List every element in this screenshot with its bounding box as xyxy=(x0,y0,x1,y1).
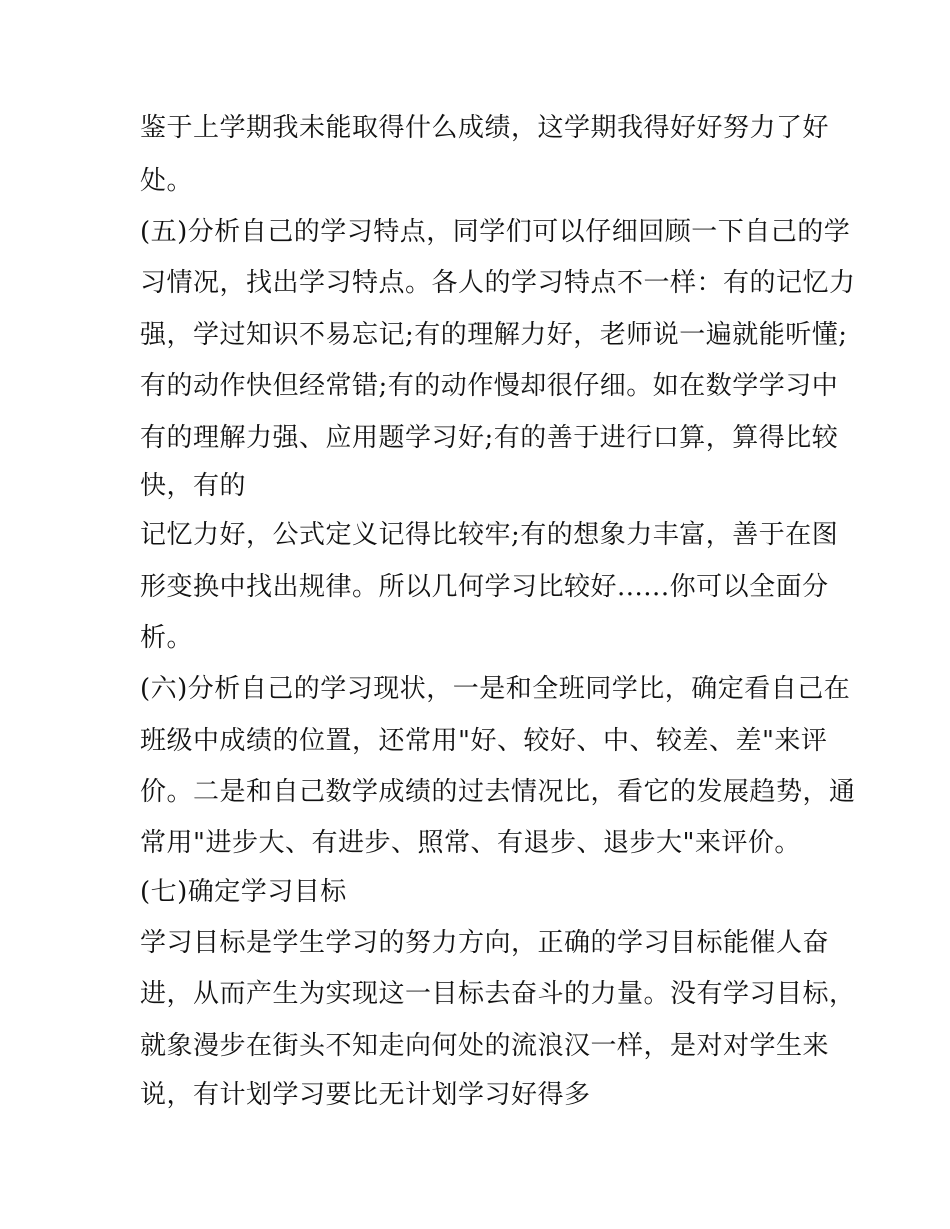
text-line: 就象漫步在街头不知走向何处的流浪汉一样，是对对学生来 xyxy=(140,1031,830,1061)
text-line: 记忆力好，公式定义记得比较牢;有的想象力丰富，善于在图 xyxy=(140,520,839,550)
text-line: 形变换中找出规律。所以几何学习比较好......你可以全面分 xyxy=(140,572,829,602)
text-line: 常用"进步大、有进步、照常、有退步、退步大"来评价。 xyxy=(140,828,801,858)
text-line: 鉴于上学期我未能取得什么成绩，这学期我得好好努力了好 xyxy=(140,113,830,143)
text-line: 说，有计划学习要比无计划学习好得多 xyxy=(140,1080,591,1110)
text-line: 有的动作快但经常错;有的动作慢却很仔细。如在数学学习中 xyxy=(140,371,839,401)
text-line: 习情况，找出学习特点。各人的学习特点不一样：有的记忆力 xyxy=(140,268,856,298)
text-line: 强，学过知识不易忘记;有的理解力好，老师说一遍就能听懂; xyxy=(140,320,848,350)
text-line: (五)分析自己的学习特点，同学们可以仔细回顾一下自己的学 xyxy=(140,217,851,247)
text-line: 进，从而产生为实现这一目标去奋斗的力量。没有学习目标， xyxy=(140,979,856,1009)
text-line: 班级中成绩的位置，还常用"好、较好、中、较差、差"来评 xyxy=(140,726,828,756)
text-line: (七)确定学习目标 xyxy=(140,877,347,907)
text-line: 学习目标是学生学习的努力方向，正确的学习目标能催人奋 xyxy=(140,928,830,958)
text-line: 有的理解力强、应用题学习好;有的善于进行口算，算得比较 xyxy=(140,423,839,453)
text-line: 快，有的 xyxy=(140,471,247,501)
text-line: 价。二是和自己数学成绩的过去情况比，看它的发展趋势，通 xyxy=(140,777,856,807)
text-line: (六)分析自己的学习现状，一是和全班同学比，确定看自己在 xyxy=(140,674,851,704)
text-line: 析。 xyxy=(140,623,194,653)
text-line: 处。 xyxy=(140,166,194,196)
